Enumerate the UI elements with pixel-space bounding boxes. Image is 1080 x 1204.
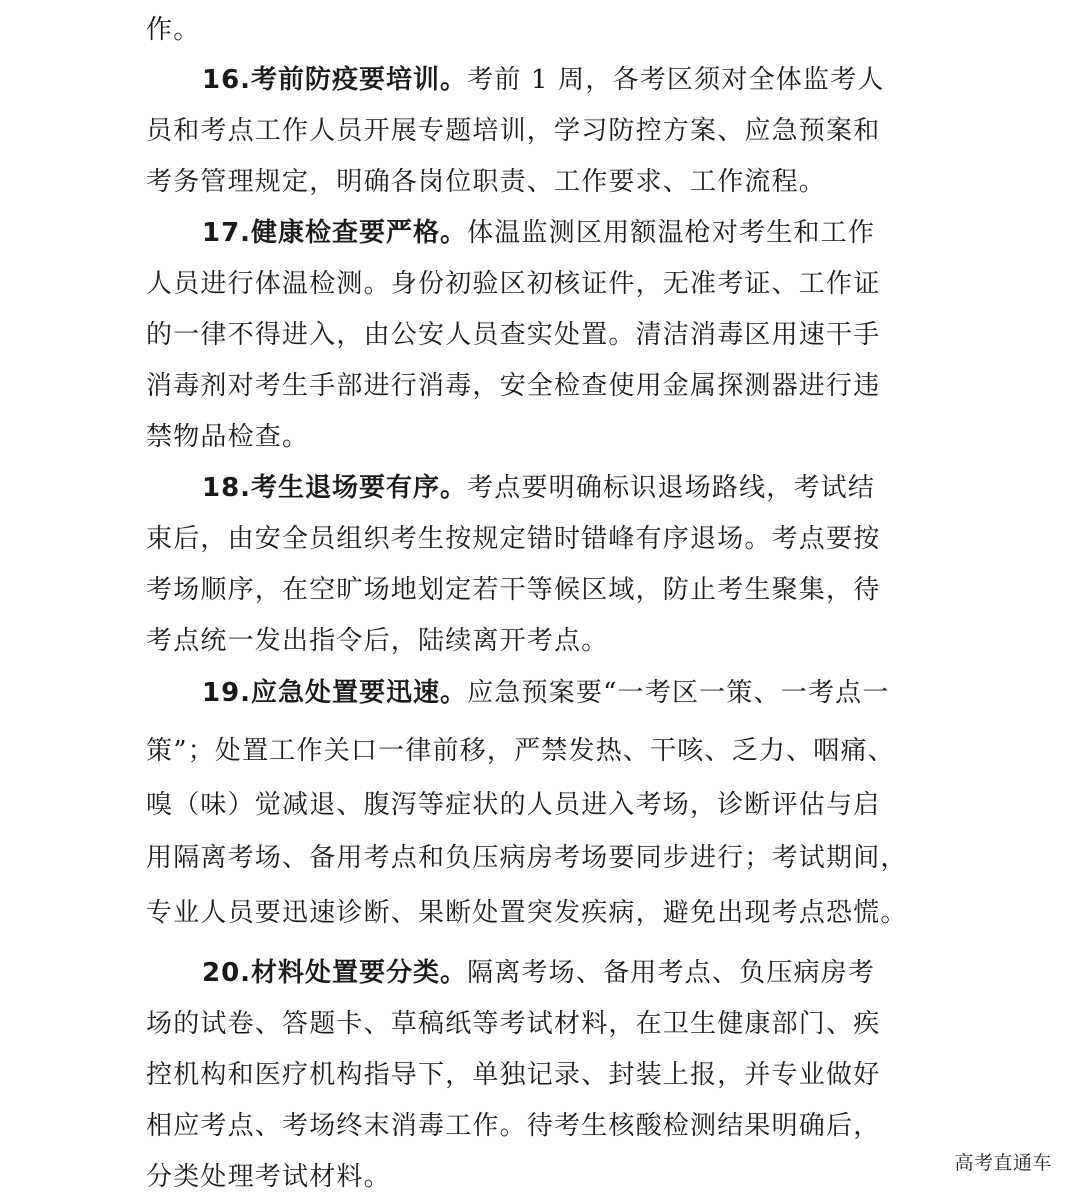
text-line: 考点统一发出指令后，陆续离开考点。 — [146, 626, 609, 656]
text-line: 相应考点、考场终末消毒工作。待考生核酸检测结果明确后， — [146, 1111, 881, 1141]
text-line: 考场顺序，在空旷场地划定若干等候区域，防止考生聚集，待 — [146, 575, 881, 605]
text-line: 分类处理考试材料。 — [146, 1162, 391, 1192]
text-line: 策”；处置工作关口一律前移，严禁发热、干咳、乏力、咽痛、 — [146, 736, 895, 766]
text-line: 员和考点工作人员开展专题培训，学习防控方案、应急预案和 — [146, 116, 881, 146]
text-line: 考务管理规定，明确各岗位职责、工作要求、工作流程。 — [146, 167, 827, 197]
section-18-heading-line: 18.考生退场要有序。考点要明确标识退场路线，考试结 — [202, 473, 876, 503]
section-heading: 19.应急处置要迅速。 — [202, 678, 468, 708]
section-heading: 18.考生退场要有序。 — [202, 473, 468, 503]
text-line: 控机构和医疗机构指导下，单独记录、封装上报，并专业做好 — [146, 1060, 881, 1090]
text-line: 场的试卷、答题卡、草稿纸等考试材料，在卫生健康部门、疾 — [146, 1009, 881, 1039]
text-line: 束后，由安全员组织考生按规定错时错峰有序退场。考点要按 — [146, 524, 881, 554]
text-line: 嗅（味）觉减退、腹泻等症状的人员进入考场，诊断评估与启 — [146, 790, 881, 820]
section-heading: 17.健康检查要严格。 — [202, 218, 468, 248]
section-19-heading-line: 19.应急处置要迅速。应急预案要“一考区一策、一考点一 — [202, 678, 890, 708]
section-heading: 16.考前防疫要培训。 — [202, 65, 468, 95]
text-line: 消毒剂对考生手部进行消毒，安全检查使用金属探测器进行违 — [146, 371, 881, 401]
text-line: 用隔离考场、备用考点和负压病房考场要同步进行；考试期间， — [146, 843, 908, 873]
text-line: 的一律不得进入，由公安人员查实处置。清洁消毒区用速干手 — [146, 320, 881, 350]
section-16-heading-line: 16.考前防疫要培训。考前 1 周，各考区须对全体监考人 — [202, 65, 885, 95]
section-17-heading-line: 17.健康检查要严格。体温监测区用额温枪对考生和工作 — [202, 218, 876, 248]
section-20-heading-line: 20.材料处置要分类。隔离考场、备用考点、负压病房考 — [202, 958, 876, 988]
text-line: 禁物品检查。 — [146, 422, 310, 452]
text-line: 人员进行体温检测。身份初验区初核证件，无准考证、工作证 — [146, 269, 881, 299]
text-line: 作。 — [146, 15, 201, 45]
section-heading: 20.材料处置要分类。 — [202, 958, 468, 988]
watermark: 高考直通车 — [954, 1152, 1052, 1174]
text-line: 专业人员要迅速诊断、果断处置突发疾病，避免出现考点恐慌。 — [146, 898, 908, 928]
